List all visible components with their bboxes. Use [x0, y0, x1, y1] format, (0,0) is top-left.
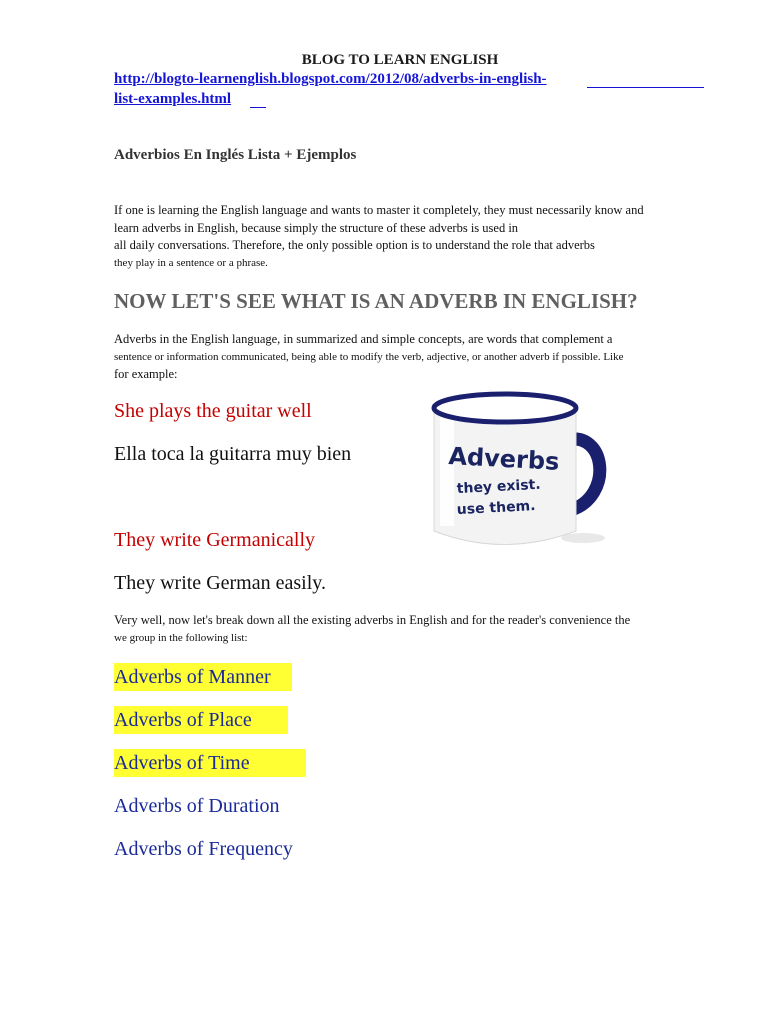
definition-line: Adverbs in the English language, in summarized and simple concepts, are words that complement a — [114, 332, 613, 346]
definition-paragraph — [114, 331, 714, 384]
section-heading: NOW LET'S SEE WHAT IS AN ADVERB IN ENGLISH? — [114, 289, 638, 313]
intro-paragraph — [114, 202, 704, 272]
example-1-english: She plays the guitar well — [114, 400, 312, 422]
mug-text-adverbs: Adverbs — [447, 442, 561, 476]
link-underline-extension — [587, 87, 704, 88]
intro-line: they play in a sentence or a phrase. — [114, 256, 268, 269]
link-underline-tail — [250, 107, 266, 108]
adverb-list-item-time: Adverbs of Time — [114, 749, 306, 777]
mug-body — [434, 408, 576, 545]
example-2-spanish: They write German easily. — [114, 572, 326, 594]
definition-line: sentence or information communicated, being able to modify the verb, adjective, or another adverb if possible. Like — [114, 350, 624, 363]
adverbs-mug-image — [428, 388, 608, 553]
mug-text-use: use them. — [456, 498, 536, 519]
intro-line: If one is learning the English language and wants to master it completely, they must necessarily know and — [114, 203, 644, 217]
adverb-list-item-place: Adverbs of Place — [114, 706, 288, 734]
mug-glare — [440, 416, 454, 526]
list-intro-line: Very well, now let's break down all the existing adverbs in English and for the reader's convenience the — [114, 613, 631, 627]
article-subtitle: Adverbios En Inglés Lista + Ejemplos — [114, 147, 357, 163]
intro-line: all daily conversations. Therefore, the only possible option is to understand the role that adverbs — [114, 238, 595, 252]
list-intro-line: we group in the following list: — [114, 631, 248, 644]
adverb-list-item-duration: Adverbs of Duration — [114, 795, 280, 817]
article-link-line1[interactable]: http://blogto-learnenglish.blogspot.com/2012/08/adverbs-in-english- — [114, 71, 547, 87]
article-link-line2[interactable]: list-examples.html — [114, 91, 232, 107]
example-2-english: They write Germanically — [114, 529, 316, 551]
mug-shadow — [561, 533, 605, 543]
mug-rim — [434, 394, 576, 422]
example-1-spanish: Ella toca la guitarra muy bien — [114, 443, 352, 465]
intro-line: learn adverbs in English, because simply the structure of these adverbs is used in — [114, 220, 519, 235]
mug-text-exist: they exist. — [456, 476, 541, 498]
definition-line: for example: — [114, 367, 178, 381]
adverb-list-item-manner: Adverbs of Manner — [114, 663, 292, 691]
blog-title: BLOG TO LEARN ENGLISH — [301, 52, 499, 68]
list-intro-paragraph — [114, 612, 694, 647]
adverb-list-item-frequency: Adverbs of Frequency — [114, 838, 293, 860]
